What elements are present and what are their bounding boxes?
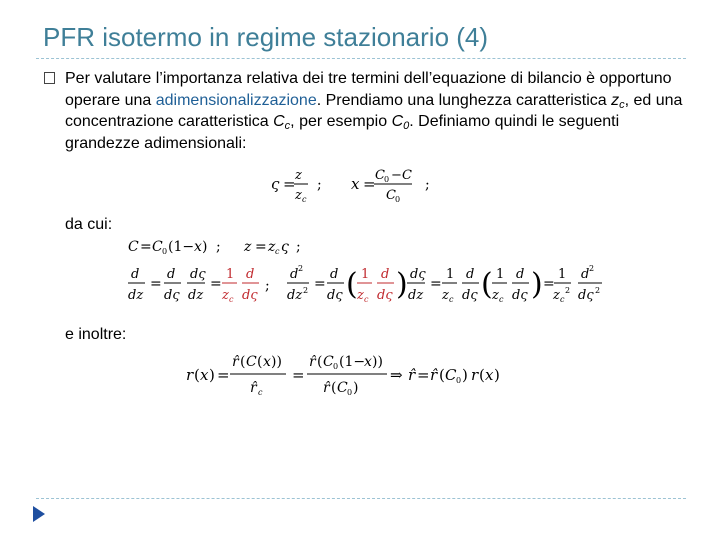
square-bullet-icon <box>44 72 55 84</box>
svg-text:dz: dz <box>287 288 303 303</box>
equation-variable-relations <box>128 234 328 258</box>
svg-text:z: z <box>442 288 449 303</box>
svg-text:dς: dς <box>512 288 528 303</box>
svg-text:x: x <box>485 366 494 384</box>
svg-text:(: ( <box>317 354 323 370</box>
svg-text:dς: dς <box>410 267 426 282</box>
svg-text:): ) <box>353 380 359 396</box>
svg-text:=: = <box>255 239 267 255</box>
svg-text:)): )) <box>372 354 383 370</box>
svg-text:c: c <box>560 295 565 304</box>
svg-text:x: x <box>364 354 372 370</box>
svg-text:z: z <box>357 288 364 303</box>
svg-text:z: z <box>222 288 229 303</box>
svg-text:2: 2 <box>589 264 595 273</box>
svg-text:d: d <box>581 267 590 282</box>
svg-text:=: = <box>417 366 430 384</box>
svg-text:C: C <box>402 168 412 183</box>
svg-text:dς: dς <box>164 288 180 303</box>
svg-text:d: d <box>167 267 176 282</box>
svg-text:): ) <box>531 267 543 302</box>
svg-text:=: = <box>150 276 162 292</box>
svg-text:;: ; <box>216 239 221 255</box>
svg-text:2: 2 <box>595 286 601 295</box>
svg-text:(: ( <box>346 267 358 302</box>
svg-text:dς: dς <box>578 288 594 303</box>
svg-text:−: − <box>391 168 402 183</box>
svg-text:c: c <box>449 295 454 304</box>
svg-text:0: 0 <box>384 175 390 184</box>
svg-text:): ) <box>209 366 215 384</box>
svg-text:;: ; <box>296 239 301 255</box>
svg-text:c: c <box>302 195 307 204</box>
svg-text:): ) <box>396 267 408 302</box>
svg-text:x: x <box>351 175 360 193</box>
svg-text:2: 2 <box>298 264 304 273</box>
svg-text:z: z <box>244 239 252 255</box>
svg-text:(: ( <box>479 366 485 384</box>
equation-derivative-transform-tail <box>578 258 608 308</box>
svg-text:(: ( <box>481 267 493 302</box>
svg-text:;: ; <box>265 278 270 294</box>
svg-text:z: z <box>553 288 560 303</box>
svg-text:=: = <box>140 239 152 255</box>
svg-text:2: 2 <box>303 286 309 295</box>
next-arrow-icon[interactable] <box>33 506 45 522</box>
svg-text:;: ; <box>425 177 430 193</box>
slide-title: PFR isotermo in regime stazionario (4) <box>43 22 489 52</box>
svg-text:1: 1 <box>361 267 370 282</box>
svg-text:r̂: r̂ <box>250 380 257 396</box>
svg-text:dς: dς <box>462 288 478 303</box>
svg-text:=: = <box>292 366 305 384</box>
svg-text:C: C <box>152 239 163 255</box>
svg-text:=: = <box>283 175 296 193</box>
svg-text:0: 0 <box>347 388 353 397</box>
svg-text:c: c <box>364 295 369 304</box>
svg-text:d: d <box>466 267 475 282</box>
svg-text:r: r <box>471 366 479 384</box>
svg-text:(: ( <box>240 354 246 370</box>
svg-text:=: = <box>543 276 555 292</box>
svg-text:C: C <box>445 366 457 384</box>
svg-text:z: z <box>295 188 302 203</box>
svg-text:c: c <box>275 247 280 256</box>
svg-text:=: = <box>210 276 222 292</box>
svg-text:1: 1 <box>496 267 505 282</box>
svg-text:c: c <box>229 295 234 304</box>
svg-text:d: d <box>516 267 525 282</box>
svg-text:z: z <box>492 288 499 303</box>
svg-text:(1−: (1− <box>168 239 195 255</box>
svg-text:d: d <box>246 267 255 282</box>
svg-text:;: ; <box>317 177 322 193</box>
svg-text:dς: dς <box>242 288 258 303</box>
svg-text:d: d <box>290 267 299 282</box>
intro-paragraph: Per valutare l’importanza relativa dei tre termini dell’equazione di bilancio è opportuno operare una adimensionalizzazione. Prendiamo una lunghezza caratteristica $z_c$, ed una concentrazione caratteristica $C_c$, per esempio $C_0$. Definiamo quindi le seguenti grandezze adimensionali: <box>65 70 683 152</box>
svg-text:dς: dς <box>377 288 393 303</box>
title-divider <box>36 58 686 59</box>
svg-text:r̂: r̂ <box>232 354 239 370</box>
svg-text:): ) <box>462 366 468 384</box>
svg-text:dς: dς <box>190 267 206 282</box>
svg-text:(: ( <box>257 354 263 370</box>
svg-text:dz: dz <box>128 288 144 303</box>
svg-text:): ) <box>494 366 500 384</box>
svg-text:⇒: ⇒ <box>390 366 403 384</box>
svg-text:d: d <box>381 267 390 282</box>
svg-text:C: C <box>128 239 139 255</box>
svg-text:(: ( <box>331 380 337 396</box>
svg-text:dz: dz <box>188 288 204 303</box>
svg-text:r̂: r̂ <box>309 354 316 370</box>
svg-text:x: x <box>194 239 202 255</box>
svg-text:dz: dz <box>408 288 424 303</box>
svg-text:z: z <box>295 168 302 183</box>
svg-text:1: 1 <box>446 267 455 282</box>
svg-text:1: 1 <box>226 267 235 282</box>
svg-text:)): )) <box>271 354 282 370</box>
svg-text:c: c <box>499 295 504 304</box>
svg-text:0: 0 <box>395 195 401 204</box>
svg-text:x: x <box>200 366 209 384</box>
svg-text:): ) <box>202 239 208 255</box>
svg-text:r̂: r̂ <box>430 366 438 384</box>
svg-text:c: c <box>258 388 263 397</box>
svg-text:r: r <box>186 366 194 384</box>
svg-text:(1−: (1− <box>339 354 366 370</box>
svg-text:=: = <box>217 366 230 384</box>
label-da-cui: da cui: <box>65 216 113 233</box>
svg-text:z: z <box>268 239 276 255</box>
svg-text:=: = <box>430 276 442 292</box>
svg-text:2: 2 <box>565 286 571 295</box>
svg-text:r̂: r̂ <box>408 366 416 384</box>
svg-text:0: 0 <box>456 376 462 385</box>
footer-divider <box>36 498 686 499</box>
svg-text:C: C <box>386 188 396 203</box>
svg-text:ς: ς <box>271 175 280 193</box>
svg-text:ς: ς <box>281 239 289 255</box>
svg-text:dς: dς <box>327 288 343 303</box>
svg-text:(: ( <box>439 366 445 384</box>
label-e-inoltre: e inoltre: <box>65 326 127 343</box>
svg-text:C: C <box>246 354 257 370</box>
svg-text:d: d <box>330 267 339 282</box>
svg-text:C: C <box>323 354 334 370</box>
svg-text:=: = <box>314 276 326 292</box>
equation-rate-expression <box>186 348 516 400</box>
svg-text:C: C <box>337 380 348 396</box>
svg-text:=: = <box>363 175 376 193</box>
svg-text:0: 0 <box>162 247 168 256</box>
svg-text:1: 1 <box>558 267 567 282</box>
equation-derivative-transform <box>125 258 580 308</box>
svg-text:d: d <box>131 267 140 282</box>
svg-text:x: x <box>263 354 271 370</box>
svg-text:0: 0 <box>333 362 339 371</box>
svg-text:r̂: r̂ <box>323 380 330 396</box>
equation-dimensionless-vars <box>265 160 445 210</box>
svg-text:(: ( <box>194 366 200 384</box>
svg-text:C: C <box>375 168 385 183</box>
highlight-term: adimensionalizzazione <box>155 91 317 109</box>
